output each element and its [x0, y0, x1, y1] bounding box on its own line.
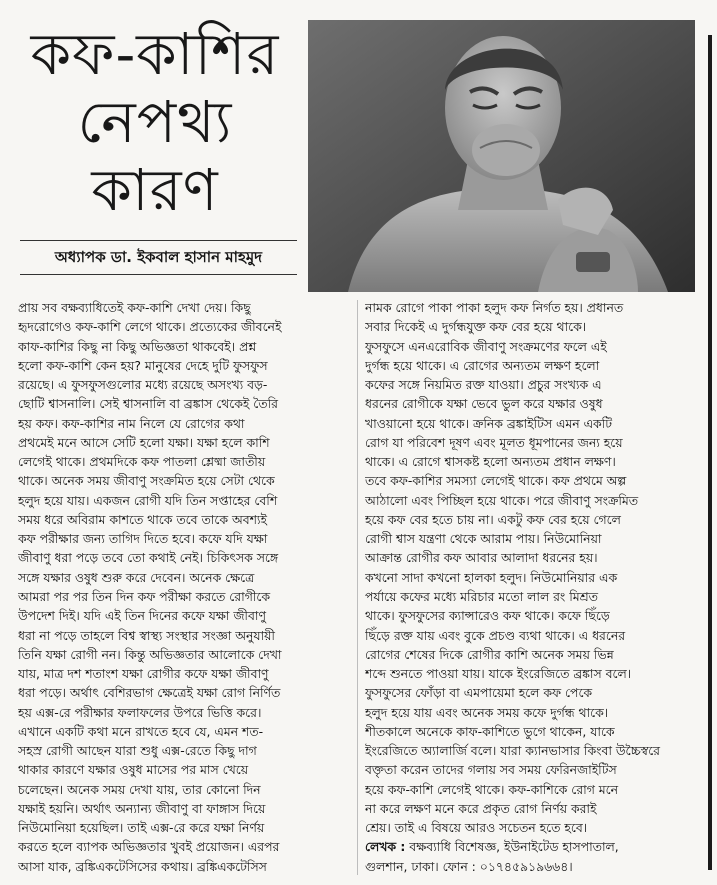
- article-text-line: সহস্র রোগী আছেন যারা শুধু এক্স-রেতে কিছু দাগ: [18, 743, 257, 759]
- byline-top-rule: [20, 240, 297, 241]
- article-text-line: দুর্গন্ধ হয়ে থাকে। এ রোগের অন্যতম লক্ষণ হলো: [365, 357, 600, 373]
- article-text-line: ধরা না পড়ে তাহলে বিশ্ব স্বাস্থ্য সংস্থার সংজ্ঞা অনুযায়ী: [18, 627, 275, 643]
- article-text-line: বক্তৃতা করেন তাদের গলায় সব সময় ফেরিনজাইটিস: [365, 762, 617, 778]
- article-text-line: সঙ্গে যক্ষার ওষুধ শুরু করে দেবেন। অনেক ক্ষেত্রে: [18, 569, 255, 585]
- page-edge-shadow: [708, 35, 712, 870]
- article-text-line: করতে হলে ব্যাপক অভিজ্ঞতার খুবই প্রয়োজন। এরপর: [18, 839, 280, 855]
- article-text-line: ফুসফুসে এনএরোবিক জীবাণু সংক্রমণের ফলে এই: [365, 338, 607, 354]
- headline-line-3: কারণ: [91, 156, 219, 224]
- man-coughing-photo: [308, 20, 695, 292]
- article-text-line: লেগেই থাকে। প্রথমদিকে কফ পাতলা শ্লেষ্মা জাতীয়: [18, 454, 266, 470]
- article-text-line: শব্দে শুনতে পাওয়া যায়। যাকে ইংরেজিতে ব্রঙ্কাস বলে।: [365, 666, 632, 682]
- article-text-line: সময় ধরে অবিরাম কাশতে থাকে তবে তাকে অবশ্যই: [18, 511, 267, 527]
- article-text-line: হয় এক্স-রে পরীক্ষার ফলাফলের উপরে ভিত্তি করে।: [18, 704, 262, 720]
- article-text-line: হয়ে কফ-কাশি লেগেই থাকে। কফ-কাশিকে রোগ মনে: [365, 781, 619, 797]
- article-column-left: [18, 298, 352, 876]
- article-headline: [20, 20, 290, 224]
- article-text-line: প্রথমেই মনে আসে সেটি হলো যক্ষা। যক্ষা হলে কাশি: [18, 434, 270, 450]
- article-text-line: ছোটি শ্বাসনালি। সেই শ্বাসনালি বা ব্রঙ্কাস থেকেই তৈরি: [18, 396, 278, 412]
- article-text-line: হয় কফ। কফ-কাশির নাম নিলে যে রোগের কথা: [18, 415, 245, 431]
- author-credit-line: [365, 837, 697, 856]
- article-text-line: প্রায় সব বক্ষব্যাধিতেই কফ-কাশি দেখা দেয়। কিছু: [18, 300, 251, 315]
- article-text-line: থাকার কারণে যক্ষার ওষুধ মাসের পর মাস খেয়ে: [18, 762, 249, 778]
- article-column-right: [365, 298, 697, 876]
- article-text-line: জীবাণু ধরা পড়ে তবে তো কথাই নেই। চিকিৎসক সঙ্গে: [18, 550, 279, 566]
- author-label: লেখক :: [365, 839, 406, 855]
- article-text-line: খাওয়ানো হয়ে থাকে। ক্রনিক ব্রঙ্কাইটিস এমন একটি: [365, 415, 612, 431]
- column-divider: [357, 300, 358, 875]
- article-text-line: ধরা পড়ে। অর্থাৎ বেশিরভাগ ক্ষেত্রেই যক্ষা রোগ নির্ণিত: [18, 685, 281, 701]
- article-text-line: আক্রান্ত রোগীর কফ আবার আলাদা ধরনের হয়।: [365, 550, 598, 566]
- article-text-line: আমরা পর পর তিন দিন কফ পরীক্ষা করতে রোগীকে: [18, 588, 271, 604]
- article-text-line: উপদেশ দিই। যদি এই তিন দিনের কফে যক্ষা জীবাণু: [18, 608, 266, 624]
- headline-line-2: নেপথ্য: [77, 88, 233, 156]
- article-text-line: হয়ে কফ বের হতে চায় না। একটু কফ বের হয়ে গেলে: [365, 511, 621, 527]
- article-text-line: নিউমোনিয়া হয়েছিল। তাই এক্স-রে করে যক্ষা নির্ণয়: [18, 820, 265, 836]
- article-text-line: যায়, মাত্র দশ শতাংশ যক্ষা রোগীর কফে যক্ষা জীবাণু: [18, 666, 269, 682]
- article-text-line: কাফ-কাশির কিছু না কিছু অভিজ্ঞতা থাকবেই। প্রশ্ন: [18, 338, 257, 354]
- article-text-line: থাকে। ফুসফুসের ক্যান্সারেও কফ থাকে। কফে ছিঁড়ে: [365, 608, 610, 624]
- article-text-line: হলুদ হয়ে যায়। একজন রোগী যদি তিন সপ্তাহের বেশি: [18, 492, 278, 508]
- article-text-line: হলুদ হয়ে যায় এবং অনেক সময় কফে দুর্গন্ধ থাকে।: [365, 704, 609, 720]
- article-text-line: কখনো সাদা কখনো হালকা হলুদ। নিউমোনিয়ার এক: [365, 569, 618, 585]
- article-text-line: তবে কফ-কাশির সমস্যা লেগেই থাকে। কফ প্রথমে অল্প: [365, 473, 627, 489]
- article-text-line: হৃদরোগেও কফ-কাশি লেগে থাকে। প্রত্যেকের জীবনেই: [18, 319, 282, 335]
- article-text-line: চলেছেন। অনেক সময় দেখা যায়, তার কোনো দিন: [18, 781, 261, 797]
- article-text-line: থাকে। এ রোগে শ্বাসকষ্ট হলো অন্যতম প্রধান লক্ষণ।: [365, 454, 616, 470]
- article-text-line: নামক রোগে পাকা পাকা হলুদ কফ নির্গত হয়। প্রধানত: [365, 300, 624, 315]
- article-text-line: ছিঁড়ে রক্ত যায় এবং বুকে প্রচণ্ড ব্যথা থাকে। এ ধরনের: [365, 627, 626, 643]
- article-text-line: কফের সঙ্গে নিয়মিত রক্ত যাওয়া। প্রচুর সংখ্যক এ: [365, 377, 602, 393]
- article-text-line: রোগী শ্বাস যন্ত্রণা থেকে আরাম পায়। নিউমোনিয়া: [365, 531, 602, 547]
- article-text-line: আসা যাক, ব্রঙ্কিএকটেসিসের কথায়। ব্রঙ্কিএকটেসিস: [18, 858, 267, 874]
- article-text-line: রয়েছে। এ ফুসফুসগুলোর মধ্যে রয়েছে অসংখ্য বড়-: [18, 377, 268, 393]
- article-text-line: রোগ যা পরিবেশ দূষণ এবং মূলত ধূমপানের জন্য হয়ে: [365, 434, 623, 450]
- article-text-line: শ্রেয়। তাই এ বিষয়ে আরও সচেতন হতে হবে।: [365, 820, 588, 836]
- article-text-line: ইংরেজিতে অ্যালার্জি বলে। যারা ক্যানভাসার কিংবা উচ্চৈস্বরে: [365, 743, 660, 759]
- headline-line-1: কফ-কাশির: [30, 20, 280, 88]
- article-text-line: না করে লক্ষণ মনে করে প্রকৃত রোগ নির্ণয় করাই: [365, 800, 597, 816]
- article-text-line: হলো কফ-কাশি কেন হয়? মানুষের দেহে দুটি ফুসফুস: [18, 357, 268, 373]
- article-text-line: সবার দিকেই এ দুর্গন্ধযুক্ত কফ বের হয়ে থাকে।: [365, 319, 587, 335]
- author-contact-line: গুলশান, ঢাকা। ফোন : ০১৭৪৫৯১৯৬৬৪।: [365, 858, 573, 874]
- article-text-line: এখানে একটি কথা মনে রাখতে হবে যে, এমন শত-: [18, 723, 264, 739]
- article-text-line: যক্ষাই হয়নি। অর্থাৎ অন্যান্য জীবাণু বা ফাঙ্গাস দিয়ে: [18, 800, 266, 816]
- article-text-line: ফুসফুসের ফোঁড়া বা এমপায়েমা হলে কফ পেকে: [365, 685, 593, 701]
- article-text-line: পর্যায়ে কফের মধ্যে মরিচার মতো লাল রং মিশ্রত: [365, 588, 598, 604]
- byline-bottom-rule: [20, 274, 297, 275]
- article-text-line: শীতকালে অনেকে কাফ-কাশিতে ভুগে থাকেন, যাকে: [365, 723, 615, 739]
- article-text-line: আঠালো এবং পিচ্ছিল হয়ে থাকে। পরে জীবাণু সংক্রমিত: [365, 492, 639, 508]
- author-designation: বক্ষব্যাধি বিশেষজ্ঞ, ইউনাইটেড হাসপাতাল,: [409, 839, 619, 855]
- article-text-line: তিনি যক্ষা রোগী নন। কিন্তু অভিজ্ঞতার আলোকে দেখা: [18, 646, 282, 662]
- article-text-line: কফ পরীক্ষার জন্য তাগিদ দিতে হবে। কফে যদি যক্ষা: [18, 531, 268, 547]
- byline: অধ্যাপক ডা. ইকবাল হাসান মাহমুদ: [54, 248, 263, 266]
- article-text-line: রোগের শেষের দিকে রোগীর কাশি অনেক সময় ভিন্ন: [365, 646, 614, 662]
- article-text-line: ধরনের রোগীকে যক্ষা ভেবে ভুল করে যক্ষার ওষুধ: [365, 396, 603, 412]
- article-text-line: থাকে। অনেক সময় জীবাণু সংক্রমিত হয়ে সেটা থেকে: [18, 473, 275, 489]
